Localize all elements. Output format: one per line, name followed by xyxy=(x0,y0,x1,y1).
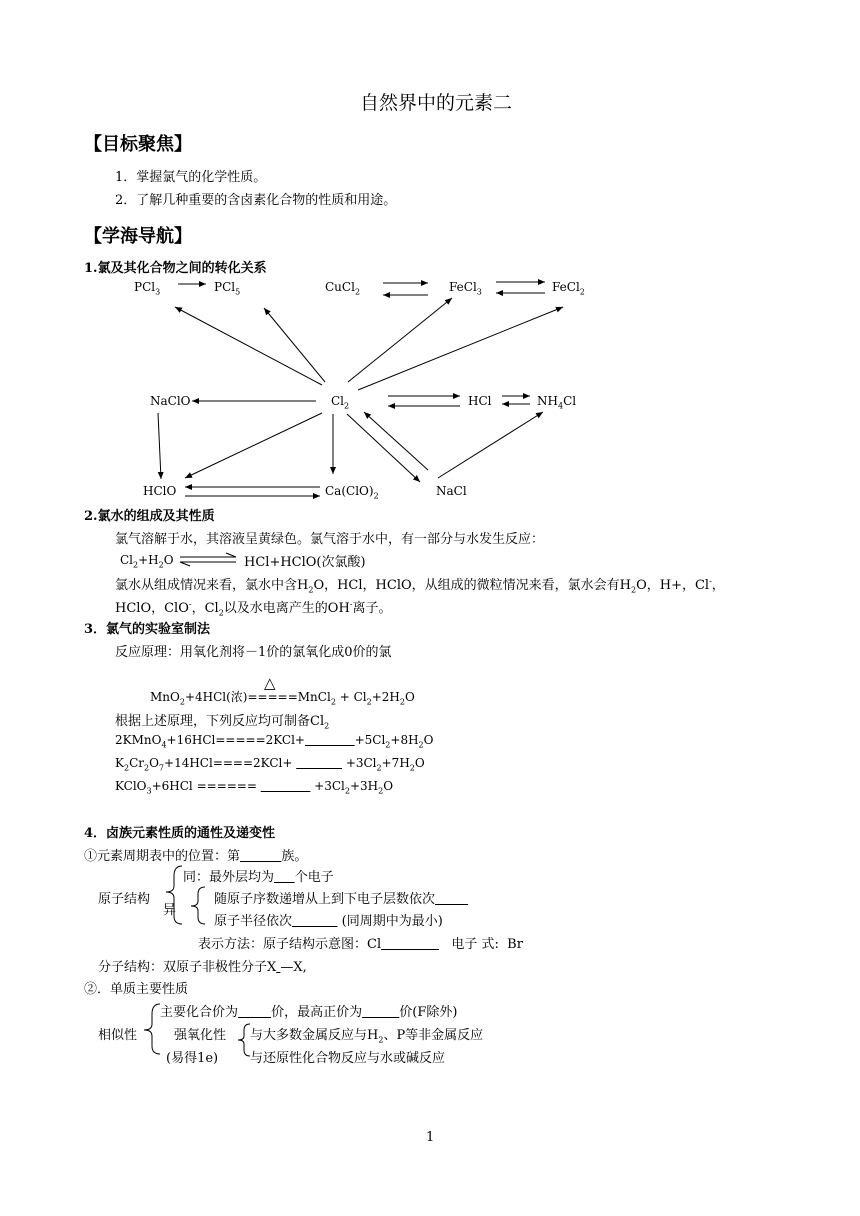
oxidizing-sub: (易得1e) xyxy=(166,1051,219,1066)
reaction-line-1: 与大多数金属反应与$H_2$、P等非金属反应 xyxy=(250,1028,484,1045)
part2-line1: 氯气溶解于水，其溶液呈黄绿色。氯气溶于水中，有一部分与水发生反应： xyxy=(115,532,545,547)
part2-heading: 2.氯水的组成及其性质 xyxy=(84,509,215,524)
diff-label: 异 xyxy=(163,903,177,918)
node-nacl: NaCl xyxy=(436,484,467,498)
part3-heading: 3．氯气的实验室制法 xyxy=(84,622,211,637)
node-pcl5: PCl$_5$ xyxy=(214,280,241,297)
node-cucl2: CuCl$_2$ xyxy=(325,280,361,297)
part3-eq1: 2KMnO$_4$+16HCl=====2KCl+ $+5Cl_2+8H_2O$ xyxy=(115,733,434,750)
node-caclo2: $Ca(ClO)_2$ xyxy=(325,484,379,501)
part3-principle: 反应原理：用氧化剂将－1价的氯氧化成0价的氯 xyxy=(115,645,392,660)
section-heading-guide: 【学海导航】 xyxy=(84,226,192,247)
goal-item-1: 1．掌握氯气的化学性质。 xyxy=(115,170,267,185)
node-pcl3: PCl$_3$ xyxy=(134,280,161,297)
part3-eq3: KClO$_3$+6HCl ====== $+3Cl_2+3H_2O$ xyxy=(115,779,394,796)
node-cl2: $Cl_2$ xyxy=(331,394,350,411)
reaction-line-2: 与还原性化合物反应与水或碱反应 xyxy=(250,1051,446,1066)
part1-heading: 1.氯及其化合物之间的转化关系 xyxy=(84,261,267,276)
part3-note: 根据上述原理，下列反应均可制备$Cl_2$ xyxy=(115,714,330,731)
atom-structure-label: 原子结构 xyxy=(98,892,151,907)
part2-eq-right: HCl+HClO(次氯酸) xyxy=(244,555,366,570)
delta-symbol: △ xyxy=(264,674,276,692)
page-title: 自然界中的元素二 xyxy=(360,92,513,114)
diff-line-1: 随原子序数递增从上到下电子层数依次 xyxy=(214,892,436,907)
part4-heading: 4．卤族元素性质的通性及递变性 xyxy=(84,826,276,841)
page-number: 1 xyxy=(426,1130,435,1145)
goal-item-2: 2．了解几种重要的含卤素化合物的性质和用途。 xyxy=(115,193,397,208)
part3-eq-main: MnO$_2$+4HCl(浓)=====MnCl$_2$ + $Cl_2+2H_2O$ xyxy=(150,690,415,707)
representation-line: 表示方法：原子结构示意图：Cl 电子 式: Br xyxy=(198,937,523,952)
part4-position-line: ①元素周期表中的位置：第 族。 xyxy=(84,849,308,864)
part2-line2: 氯水从组成情况来看，氯水中含$H_2O$，HCl，HClO，从组成的微粒情况来看，氯水会有$H_2O$，H+，Cl-， xyxy=(115,576,725,595)
same-line: 同：最外层均为 个电子 xyxy=(183,870,334,885)
single-substance-heading: ②．单质主要性质 xyxy=(84,982,189,997)
node-hcl: HCl xyxy=(468,394,492,408)
node-nh4cl: $NH_4Cl$ xyxy=(537,394,577,411)
part2-line3: HClO，ClO-，$Cl_2$以及水电离产生的OH-离子。 xyxy=(115,599,392,618)
valence-line: 主要化合价为 价，最高正价为 价(F除外) xyxy=(160,1005,458,1020)
molecule-line: 分子结构：双原子非极性分子X —X, xyxy=(98,960,307,975)
diff-line-2: 原子半径依次 (同周期中为最小) xyxy=(214,914,443,929)
node-hclo: HClO xyxy=(143,484,177,498)
node-fecl2: FeCl$_2$ xyxy=(552,280,585,297)
oxidizing-label: 强氧化性 xyxy=(174,1028,227,1043)
node-naclo: NaClO xyxy=(150,394,191,408)
section-heading-goals: 【目标聚焦】 xyxy=(84,134,192,155)
similarity-label: 相似性 xyxy=(98,1028,138,1043)
part2-eq-left: $Cl_2+H_2O$ xyxy=(120,553,174,570)
node-fecl3: FeCl$_3$ xyxy=(449,280,482,297)
part3-eq2: $K_2Cr_2O_7+14HCl====2KCl+$ $+3Cl_2+7H_2O$ xyxy=(115,756,425,773)
